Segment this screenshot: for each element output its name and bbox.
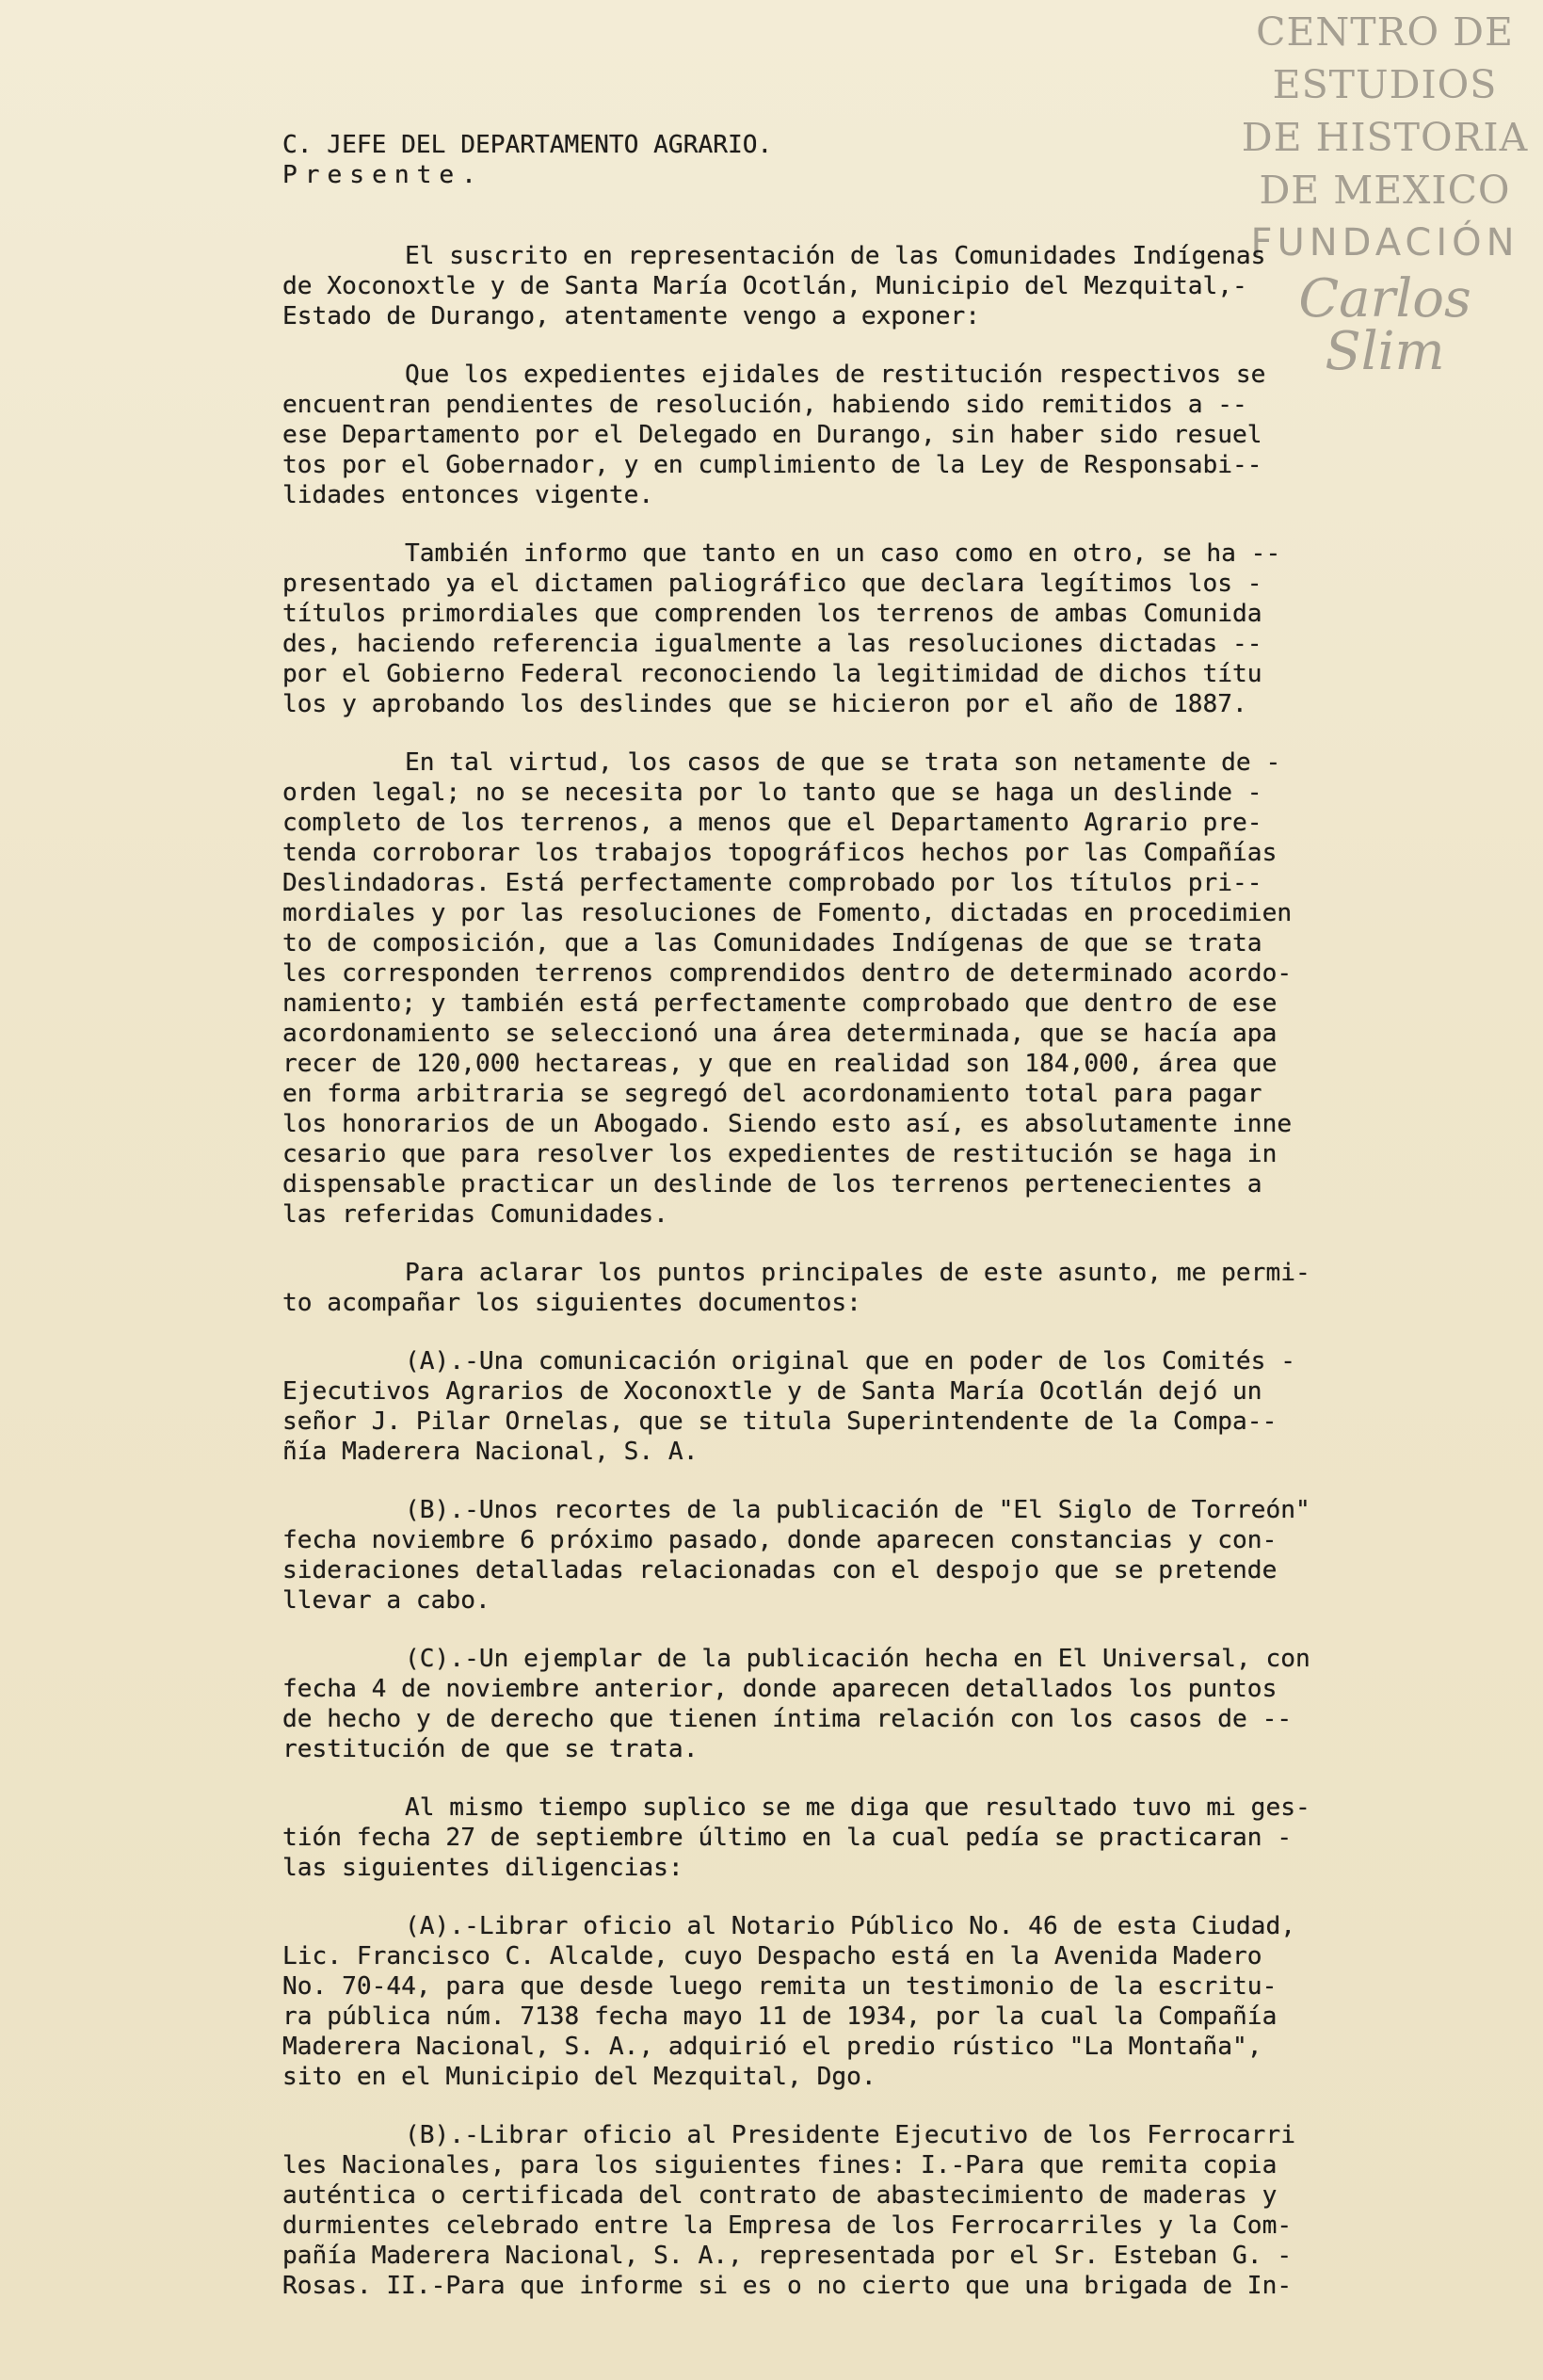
text-line: tos por el Gobernador, y en cumplimiento de la Ley de Responsabi-- [282,451,1262,479]
text-line: También informo que tanto en un caso como en otro, se ha -- [405,539,1281,568]
text-line: des, haciendo referencia igualmente a las resoluciones dictadas -- [282,630,1262,658]
watermark-line: CENTRO DE [1256,9,1514,55]
text-line: acordonamiento se seleccionó una área determinada, que se hacía apa [282,1020,1278,1048]
paragraph [282,2120,1478,2301]
text-line: por el Gobierno Federal reconociendo la legitimidad de dichos títu [282,660,1262,688]
text-line: Rosas. II.-Para que informe si es o no cierto que una brigada de In- [282,2272,1293,2300]
text-line: to acompañar los siguientes documentos: [282,1289,861,1317]
paragraph [282,1644,1478,1764]
text-line: lidades entonces vigente. [282,481,654,509]
letter-body [282,130,1478,2329]
text-line: Ejecutivos Agrarios de Xoconoxtle y de Santa María Ocotlán dejó un [282,1377,1262,1406]
text-line: durmientes celebrado entre la Empresa de los Ferrocarriles y la Com- [282,2211,1293,2240]
paragraph [282,360,1478,510]
paragraph [282,1793,1478,1883]
text-line: encuentran pendientes de resolución, habiendo sido remitidos a -- [282,391,1247,419]
text-line: sideraciones detalladas relacionadas con el despojo que se pretende [282,1556,1278,1584]
watermark-line: FUNDACIÓN [1250,221,1519,265]
letter-address [282,130,1478,190]
text-line: en forma arbitraria se segregó del acordonamiento total para pagar [282,1080,1262,1108]
text-line: ñía Maderera Nacional, S. A. [282,1438,699,1466]
text-line: completo de los terrenos, a menos que el Departamento Agrario pre- [282,809,1262,837]
paragraph [282,1495,1478,1616]
text-line: les corresponden terrenos comprendidos dentro de determinado acordo- [282,959,1293,988]
text-line: pañía Maderera Nacional, S. A., representada por el Sr. Esteban G. - [282,2242,1293,2270]
text-line: los y aprobando los deslindes que se hicieron por el año de 1887. [282,690,1247,718]
text-line: (B).-Unos recortes de la publicación de "El Siglo de Torreón" [405,1496,1310,1524]
text-line: restitución de que se trata. [282,1735,699,1763]
text-line: Para aclarar los puntos principales de este asunto, me permi- [405,1259,1310,1287]
text-line: fecha 4 de noviembre anterior, donde aparecen detallados los puntos [282,1675,1278,1703]
text-line: cesario que para resolver los expedientes de restitución se haga in [282,1140,1278,1168]
text-line: Maderera Nacional, S. A., adquirió el predio rústico "La Montaña", [282,2033,1262,2061]
text-line: los honorarios de un Abogado. Siendo esto así, es absolutamente inne [282,1110,1293,1138]
text-line: ese Departamento por el Delegado en Durango, sin haber sido resuel [282,421,1262,449]
address-line: Presente. [282,161,484,189]
text-line: recer de 120,000 hectareas, y que en realidad son 184,000, área que [282,1050,1278,1078]
text-line: (C).-Un ejemplar de la publicación hecha en El Universal, con [405,1645,1310,1673]
text-line: dispensable practicar un deslinde de los terrenos pertenecientes a [282,1170,1262,1198]
watermark-line: DE MEXICO [1259,168,1511,213]
watermark-signature: Carlos Slim [1298,268,1471,382]
watermark-line: DE HISTORIA [1241,115,1529,160]
text-line: Deslindadoras. Está perfectamente comprobado por los títulos pri-- [282,869,1262,897]
text-line: de hecho y de derecho que tienen íntima relación con los casos de -- [282,1705,1293,1733]
text-line: En tal virtud, los casos de que se trata son netamente de - [405,748,1281,777]
text-line: (A).-Una comunicación original que en poder de los Comités - [405,1347,1295,1375]
paragraph [282,241,1478,331]
paragraph [282,1911,1478,2092]
text-line: auténtica o certificada del contrato de abastecimiento de maderas y [282,2181,1278,2210]
paragraph [282,748,1478,1230]
text-line: tenda corroborar los trabajos topográficos hechos por las Compañías [282,839,1278,867]
text-line: las siguientes diligencias: [282,1854,683,1882]
paragraph [282,1258,1478,1318]
text-line: (B).-Librar oficio al Presidente Ejecutivo de los Ferrocarri [405,2121,1295,2149]
text-line: señor J. Pilar Ornelas, que se titula Superintendente de la Compa-- [282,1407,1278,1436]
text-line: Al mismo tiempo suplico se me diga que resultado tuvo mi ges- [405,1793,1310,1822]
text-line: de Xoconoxtle y de Santa María Ocotlán, Municipio del Mezquital,- [282,272,1247,300]
text-line: orden legal; no se necesita por lo tanto que se haga un deslinde - [282,779,1262,807]
text-line: presentado ya el dictamen paliográfico que declara legítimos los - [282,570,1262,598]
text-line: las referidas Comunidades. [282,1200,668,1229]
text-line: fecha noviembre 6 próximo pasado, donde aparecen constancias y con- [282,1526,1278,1554]
text-line: El suscrito en representación de las Comunidades Indígenas [405,242,1266,270]
paragraph [282,1346,1478,1467]
text-line: Lic. Francisco C. Alcalde, cuyo Despacho está en la Avenida Madero [282,1942,1262,1970]
text-line: les Nacionales, para los siguientes fines: I.-Para que remita copia [282,2151,1278,2179]
text-line: títulos primordiales que comprenden los terrenos de ambas Comunida [282,600,1262,628]
watermark-line: ESTUDIOS [1272,62,1498,107]
text-line: (A).-Librar oficio al Notario Público No. 46 de esta Ciudad, [405,1912,1295,1940]
text-line: namiento; y también está perfectamente comprobado que dentro de ese [282,989,1278,1018]
text-line: Estado de Durango, atentamente vengo a exponer: [282,302,981,330]
text-line: tión fecha 27 de septiembre último en la cual pedía se practicaran - [282,1824,1293,1852]
text-line: llevar a cabo. [282,1586,490,1615]
text-line: to de composición, que a las Comunidades Indígenas de que se trata [282,929,1262,957]
paragraph [282,539,1478,719]
text-line: Que los expedientes ejidales de restitución respectivos se [405,361,1266,389]
text-line: No. 70-44, para que desde luego remita un testimonio de la escritu- [282,1972,1278,2001]
text-line: mordiales y por las resoluciones de Fomento, dictadas en procedimien [282,899,1293,927]
text-line: ra pública núm. 7138 fecha mayo 11 de 1934, por la cual la Compañía [282,2002,1278,2031]
text-line: sito en el Municipio del Mezquital, Dgo. [282,2063,876,2091]
address-line: C. JEFE DEL DEPARTAMENTO AGRARIO. [282,131,773,159]
